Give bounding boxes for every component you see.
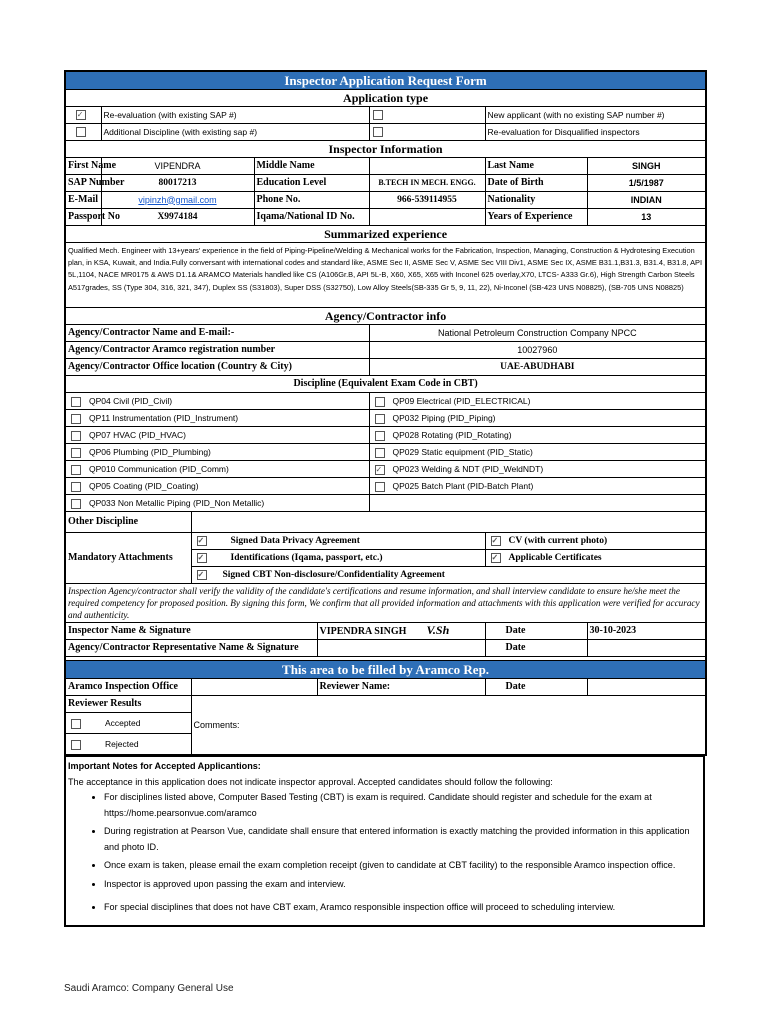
accepted-label: Accepted	[105, 718, 141, 728]
note-item: • During registration at Pearson Vue, candidate shall ensure that entered information is exactly matching the provided information in this application and photo ID.	[104, 824, 701, 855]
middle-name-value[interactable]	[369, 158, 485, 175]
other-discipline-field[interactable]	[191, 512, 706, 533]
agency-reg-label: Agency/Contractor Aramco registration number	[65, 342, 369, 359]
first-name-label: First Name	[65, 158, 101, 175]
last-name-label: Last Name	[485, 158, 587, 175]
important-notes	[64, 756, 705, 927]
education-label: Education Level	[254, 175, 369, 192]
application-type-heading: Application type	[65, 90, 706, 107]
checkbox-icon	[491, 536, 501, 546]
rejected-label: Rejected	[105, 739, 139, 749]
discipline-label: QP09 Electrical (PID_ELECTRICAL)	[392, 396, 531, 406]
nationality-label: Nationality	[485, 192, 587, 209]
sap-label: SAP Number	[65, 175, 101, 192]
discipline-label: QP010 Communication (PID_Comm)	[89, 464, 229, 474]
attachment-label: Identifications (Iqama, passport, etc.)	[230, 553, 383, 563]
discipline-label: QP028 Rotating (PID_Rotating)	[392, 430, 512, 440]
checkbox-icon	[71, 499, 81, 509]
attachment-label: Signed Data Privacy Agreement	[230, 536, 360, 546]
email-cell	[101, 192, 254, 209]
summary-text[interactable]: Qualified Mech. Engineer with 13+years' experience in the field of Piping-Pipeline/Welding & Mechanical works for the Fabrication, Inspection, Managing, Construction & Hydrotesing Execution plan, in KSA, Kuwait, and India.Fully conversant with international codes and standard like, ASME Sec II, ASME Sec V, ASME Sec VIII Div1, ASME Sec IX, ASME B31.1,B31.3, B31.4, B31.8, API 5L,1104, NACE MR0175 & AWS D1.1& ARAMCO Materials handled like CS (A106Gr.B, API 5L-B, X60, X65, X65 with Inconel 625 overlay,X70, LTCS- A333 Gr.6), High Strength Carbon Steels A517grades, SS (Type 304, 316, 321, 347), Duplex SS (S31803), Super DSS (S32750), Low Alloy Steels(SB-335 Gr 5, 9, 11, 22), Ni-Inconel (SB-423 UNS N08825), (SB-705 UNS N08825)	[65, 243, 706, 308]
note-item: • Inspector is approved upon passing the exam and interview.	[104, 877, 701, 893]
checkbox-icon	[373, 127, 383, 137]
inspector-date-label: Date	[485, 623, 587, 640]
sap-value[interactable]: 80017213	[101, 175, 254, 192]
discipline-label: QP025 Batch Plant (PID-Batch Plant)	[392, 481, 534, 491]
inspector-signature-label: Inspector Name & Signature	[65, 623, 317, 640]
checkbox-icon	[375, 414, 385, 424]
email-label: E-Mail	[65, 192, 101, 209]
agency-reg-value[interactable]: 10027960	[369, 342, 706, 359]
inspector-info-heading: Inspector Information	[65, 141, 706, 158]
additional-discipline-checkbox[interactable]	[65, 124, 101, 141]
attachment-label: Applicable Certificates	[508, 553, 602, 563]
last-name-value[interactable]: SINGH	[587, 158, 706, 175]
discipline-label: QP05 Coating (PID_Coating)	[89, 481, 199, 491]
note-item: • Once exam is taken, please email the exam completion receipt (given to candidate at CBT facility) to the responsible Aramco inspection office.	[104, 858, 701, 874]
checkbox-icon	[71, 448, 81, 458]
aramco-date-value[interactable]	[587, 679, 706, 696]
checkbox-icon	[71, 431, 81, 441]
footer-classification: Saudi Aramco: Company General Use	[64, 983, 234, 994]
agency-office-label: Agency/Contractor Office location (Country & City)	[65, 359, 369, 376]
notes-intro: The acceptance in this application does not indicate inspector approval. Accepted candidates should follow the following:	[68, 777, 553, 787]
discipline-left-6[interactable]	[65, 495, 369, 512]
reeval-disqualified-label: Re-evaluation for Disqualified inspectors	[485, 124, 706, 141]
signature-mark: V.Sh	[426, 623, 450, 637]
discipline-label: QP029 Static equipment (PID_Static)	[392, 447, 533, 457]
declaration-text: Inspection Agency/contractor shall verify the validity of the candidate's certifications and resume information, and shall interview candidate to ensure he/she meet the required competency for proposed position. By signing this form, We confirm that all provided information and attachments with this application were verified for accuracy and authenticity.	[65, 584, 706, 623]
new-applicant-label: New applicant (with no existing SAP number #)	[485, 107, 706, 124]
rep-date-label: Date	[485, 640, 587, 657]
checkbox-icon	[197, 536, 207, 546]
attachment-label: CV (with current photo)	[508, 536, 608, 546]
attachment-privacy[interactable]	[191, 533, 485, 550]
discipline-label: QP033 Non Metallic Piping (PID_Non Metallic)	[89, 498, 265, 508]
agency-office-value[interactable]: UAE-ABUDHABI	[369, 359, 706, 376]
additional-discipline-label: Additional Discipline (with existing sap #)	[101, 124, 369, 141]
checkbox-icon	[71, 414, 81, 424]
inspector-name: VIPENDRA SINGH	[319, 626, 407, 637]
discipline-right-1[interactable]	[369, 410, 706, 427]
form-title: Inspector Application Request Form	[65, 71, 706, 90]
agency-name-label: Agency/Contractor Name and E-mail:-	[65, 325, 369, 342]
dob-value[interactable]: 1/5/1987	[587, 175, 706, 192]
new-applicant-checkbox[interactable]	[369, 107, 485, 124]
phone-label: Phone No.	[254, 192, 369, 209]
checkbox-icon	[76, 110, 86, 120]
discipline-right-empty	[369, 495, 706, 512]
reeval-checkbox[interactable]	[65, 107, 101, 124]
education-value[interactable]: B.TECH IN MECH. ENGG.	[369, 175, 485, 192]
checkbox-icon	[375, 448, 385, 458]
reeval-label: Re-evaluation (with existing SAP #)	[101, 107, 369, 124]
experience-value[interactable]: 13	[587, 209, 706, 226]
phone-value[interactable]: 966-539114955	[369, 192, 485, 209]
inspector-signature-cell[interactable]	[317, 623, 485, 640]
comments-field[interactable]	[191, 696, 706, 756]
discipline-left-4[interactable]	[65, 461, 369, 478]
checkbox-icon	[71, 465, 81, 475]
checkbox-icon	[375, 482, 385, 492]
discipline-right-0[interactable]	[369, 393, 706, 410]
rep-date-value[interactable]	[587, 640, 706, 657]
aramco-office-label: Aramco Inspection Office	[65, 679, 191, 696]
email-link[interactable]: vipinzh@gmail.com	[138, 194, 217, 205]
discipline-label: QP023 Welding & NDT (PID_WeldNDT)	[392, 464, 544, 474]
discipline-right-4[interactable]	[369, 461, 706, 478]
agency-name-value[interactable]: National Petroleum Construction Company NPCC	[369, 325, 706, 342]
discipline-label: QP11 Instrumentation (PID_Instrument)	[89, 413, 239, 423]
checkbox-icon	[197, 553, 207, 563]
agency-heading: Agency/Contractor info	[65, 308, 706, 325]
discipline-right-3[interactable]	[369, 444, 706, 461]
aramco-heading: This area to be filled by Aramco Rep.	[65, 661, 706, 679]
passport-label: Passport No	[65, 209, 101, 226]
attachment-cv[interactable]	[485, 533, 706, 550]
checkbox-icon	[76, 127, 86, 137]
discipline-label: QP04 Civil (PID_Civil)	[89, 396, 173, 406]
notes-title: Important Notes for Accepted Applicantions:	[68, 761, 261, 771]
attachments-label: Mandatory Attachments	[65, 533, 191, 584]
attachment-label: Signed CBT Non-disclosure/Confidentiality Agreement	[222, 570, 445, 580]
discipline-left-1[interactable]	[65, 410, 369, 427]
checkbox-icon	[71, 719, 81, 729]
checkbox-icon	[71, 397, 81, 407]
checkbox-icon	[375, 465, 385, 475]
checkbox-icon	[373, 110, 383, 120]
discipline-label: QP07 HVAC (PID_HVAC)	[89, 430, 186, 440]
notes-list	[68, 790, 701, 916]
discipline-right-5[interactable]	[369, 478, 706, 495]
discipline-left-5[interactable]	[65, 478, 369, 495]
middle-name-label: Middle Name	[254, 158, 369, 175]
attachment-certificates[interactable]	[485, 550, 706, 567]
reviewer-name-label: Reviewer Name:	[317, 679, 485, 696]
aramco-date-label: Date	[485, 679, 587, 696]
rep-signature-label: Agency/Contractor Representative Name & Signature	[65, 640, 317, 657]
checkbox-icon	[197, 570, 207, 580]
form-table	[64, 70, 707, 756]
discipline-left-2[interactable]	[65, 427, 369, 444]
application-form	[64, 70, 705, 927]
checkbox-icon	[491, 553, 501, 563]
discipline-left-0[interactable]	[65, 393, 369, 410]
discipline-left-3[interactable]	[65, 444, 369, 461]
reviewer-results-label: Reviewer Results	[65, 696, 191, 713]
first-name-value[interactable]: VIPENDRA	[101, 158, 254, 175]
discipline-label: QP06 Plumbing (PID_Plumbing)	[89, 447, 211, 457]
other-discipline-label: Other Discipline	[65, 512, 191, 533]
checkbox-icon	[71, 482, 81, 492]
comments-label: Comments:	[193, 720, 240, 730]
note-item: • For disciplines listed above, Computer Based Testing (CBT) is exam is required. Candidate should register and schedule for the exam at https://home.pearsonvue.com/aramco	[104, 790, 701, 821]
rejected-option[interactable]	[65, 734, 191, 756]
accepted-option[interactable]	[65, 713, 191, 734]
iqama-value[interactable]	[369, 209, 485, 226]
dob-label: Date of Birth	[485, 175, 587, 192]
checkbox-icon	[375, 397, 385, 407]
summary-heading: Summarized experience	[65, 226, 706, 243]
note-item: • For special disciplines that does not have CBT exam, Aramco responsible inspection office will proceed to scheduling interview.	[104, 900, 701, 916]
attachment-identifications[interactable]	[191, 550, 485, 567]
checkbox-icon	[71, 740, 81, 750]
checkbox-icon	[375, 431, 385, 441]
attachment-cbt-nda[interactable]	[191, 567, 706, 584]
reeval-disqualified-checkbox[interactable]	[369, 124, 485, 141]
discipline-right-2[interactable]	[369, 427, 706, 444]
discipline-label: QP032 Piping (PID_Piping)	[392, 413, 496, 423]
passport-value[interactable]: X9974184	[101, 209, 254, 226]
discipline-heading: Discipline (Equivalent Exam Code in CBT)	[65, 376, 706, 393]
inspector-date-value[interactable]: 30-10-2023	[587, 623, 706, 640]
nationality-value[interactable]: INDIAN	[587, 192, 706, 209]
iqama-label: Iqama/National ID No.	[254, 209, 369, 226]
aramco-office-value[interactable]	[191, 679, 317, 696]
experience-label: Years of Experience	[485, 209, 587, 226]
rep-signature-cell[interactable]	[317, 640, 485, 657]
